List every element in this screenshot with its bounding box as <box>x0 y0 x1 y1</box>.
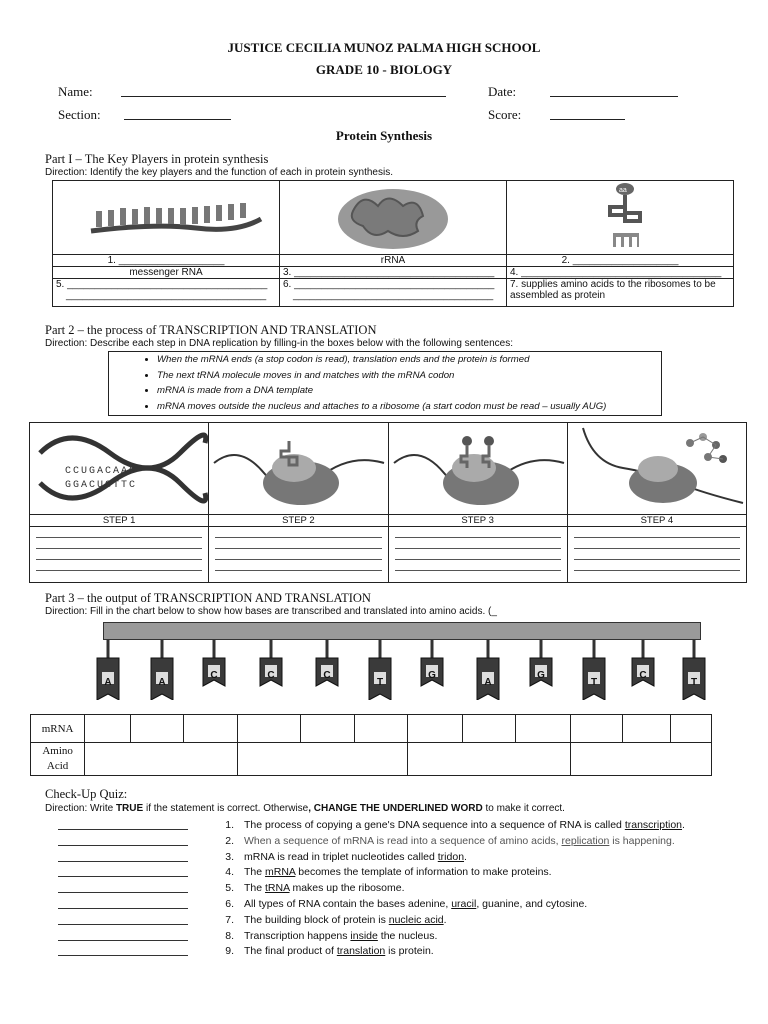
amino-acid-cell-2[interactable] <box>238 743 407 776</box>
quiz-item-number: 7. <box>225 913 234 926</box>
messenger-rna-cell: messenger RNA <box>53 267 280 279</box>
quiz-item-number: 8. <box>225 929 234 942</box>
sentence-bank <box>108 351 662 416</box>
quiz-item-number: 1. <box>225 819 234 831</box>
translation-step4-icon <box>568 423 746 509</box>
step1-label: STEP 1 <box>30 514 208 526</box>
key-player-1-cell[interactable]: 1. ___________________ <box>53 255 280 267</box>
quiz-item-number: 6. <box>225 898 234 910</box>
sentence-1: • When the mRNA ends (a stop codon is read), translation ends and the protein is formed <box>157 352 661 368</box>
quiz-answer-blank[interactable] <box>58 818 188 830</box>
quiz-answer-blank[interactable] <box>58 897 188 909</box>
quiz-item-number: 5. <box>225 882 234 895</box>
quiz-item-text: The tRNA makes up the ribosome. <box>244 882 405 895</box>
mrna-cell-6[interactable] <box>354 715 407 743</box>
dna-base-tag <box>94 662 122 704</box>
quiz-item-text: The mRNA becomes the template of information to make proteins. <box>244 866 552 879</box>
function-7-cell: 7. supplies amino acids to the ribosomes to be assembled as protein <box>507 279 734 307</box>
dna-base-tag <box>418 662 446 704</box>
step4-label: STEP 4 <box>568 514 746 526</box>
trna-aa-label: aa <box>619 187 627 194</box>
page-title: Protein Synthesis <box>335 128 433 143</box>
quiz-item-number: 9. <box>225 945 234 958</box>
dna-base-tag <box>148 662 176 704</box>
function-5-cell[interactable]: 5. ____________________________________ ____________________________________ <box>53 279 280 307</box>
quiz-item-text: All types of RNA contain the bases adenine, uracil, guanine, and cytosine. <box>244 898 588 910</box>
score-label: Score: <box>488 107 522 122</box>
mrna-cell-7[interactable] <box>407 715 462 743</box>
step2-label: STEP 2 <box>209 514 387 526</box>
step1-answer[interactable] <box>30 527 209 583</box>
quiz-answer-blank[interactable] <box>58 834 188 846</box>
part2-direction: Direction: Describe each step in DNA replication by filling-in the boxes below with the following sentences: <box>45 338 514 349</box>
dna-base-letter: A <box>484 677 492 688</box>
quiz-answer-blank[interactable] <box>58 944 188 956</box>
mrna-cell-8[interactable] <box>462 715 515 743</box>
quiz-direction: Direction: Write TRUE if the statement is correct. Otherwise, CHANGE THE UNDERLINED WORD to make it correct. <box>45 803 565 814</box>
mrna-cell-11[interactable] <box>623 715 670 743</box>
dna-base-letter: C <box>267 670 275 681</box>
dna-base-tag <box>313 662 341 704</box>
trna-icon <box>510 181 730 251</box>
quiz-item-number: 3. <box>225 850 234 863</box>
mrna-row-label: mRNA <box>31 715 85 743</box>
step4-cell <box>567 423 746 527</box>
part3-direction: Direction: Fill in the chart below to show how bases are transcribed and translated into amino acids. (_ <box>45 606 497 617</box>
step4-answer[interactable] <box>567 527 746 583</box>
function-3-cell[interactable]: 3. ____________________________________ <box>280 267 507 279</box>
quiz-underlined-word: mRNA <box>265 866 296 879</box>
quiz-item <box>58 834 675 849</box>
quiz-underlined-word: translation <box>336 945 386 958</box>
steps-table <box>29 422 747 583</box>
name-field[interactable] <box>121 96 446 97</box>
transcription-chart <box>30 714 712 776</box>
quiz-answer-blank[interactable] <box>58 881 188 893</box>
step3-label: STEP 3 <box>389 514 567 526</box>
dna-base-tag <box>257 662 285 704</box>
mrna-cell-1[interactable] <box>85 715 131 743</box>
ribosome-icon <box>283 181 503 251</box>
dna-helix-icon <box>30 423 208 509</box>
dna-base-letter: A <box>158 677 166 688</box>
quiz-item-text: The building block of protein is nucleic acid. <box>244 913 447 926</box>
step3-answer[interactable] <box>388 527 567 583</box>
translation-step3-icon <box>389 423 567 509</box>
quiz-item-text: mRNA is read in triplet nucleotides called tridon. <box>244 850 467 863</box>
function-6-cell[interactable]: 6. ____________________________________ ____________________________________ <box>280 279 507 307</box>
quiz-underlined-word: uracil <box>451 898 477 910</box>
step2-answer[interactable] <box>209 527 388 583</box>
school-name: JUSTICE CECILIA MUNOZ PALMA HIGH SCHOOL <box>227 40 541 55</box>
dna-base-tag <box>474 662 502 704</box>
mrna-cell-12[interactable] <box>670 715 712 743</box>
dna-base-letter: A <box>104 677 112 688</box>
step2-cell <box>209 423 388 527</box>
sentence-3: • mRNA is made from a DNA template <box>157 383 661 399</box>
part1-heading: Part I – The Key Players in protein synthesis <box>45 152 269 166</box>
dna-letters-bottom: GGACUGTTC <box>65 480 138 491</box>
quiz-answer-blank[interactable] <box>58 929 188 941</box>
quiz-answer-blank[interactable] <box>58 913 188 925</box>
date-field[interactable] <box>550 96 678 97</box>
quiz-item <box>58 818 685 833</box>
rrna-image-cell <box>280 181 507 255</box>
quiz-underlined-word: tRNA <box>265 882 290 895</box>
quiz-item-number: 2. <box>225 834 234 847</box>
trna-image-cell <box>507 181 734 255</box>
dna-base-tag <box>629 662 657 704</box>
dna-base-letter: C <box>210 670 218 681</box>
mrna-cell-3[interactable] <box>184 715 238 743</box>
dna-base-letter: C <box>323 670 331 681</box>
quiz-item <box>58 929 437 944</box>
dna-base-tag <box>366 662 394 704</box>
quiz-item-text: The final product of translation is protein. <box>244 945 434 958</box>
quiz-answer-blank[interactable] <box>58 865 188 877</box>
mrna-strand-icon <box>56 181 276 251</box>
sentence-2: • The next tRNA molecule moves in and matches with the mRNA codon <box>157 368 661 384</box>
quiz-item <box>58 897 587 912</box>
step1-cell <box>30 423 209 527</box>
quiz-heading: Check-Up Quiz: <box>45 787 128 801</box>
quiz-item <box>58 944 434 959</box>
mrna-cell-10[interactable] <box>571 715 623 743</box>
dna-base-letter: T <box>590 677 598 688</box>
quiz-item <box>58 913 447 928</box>
key-player-rrna-cell: rRNA <box>280 255 507 267</box>
amino-acid-cell-3[interactable] <box>407 743 571 776</box>
quiz-underlined-word: replication <box>561 834 610 847</box>
section-label: Section: <box>58 107 101 122</box>
amino-acid-row-label: Amino Acid <box>31 743 85 776</box>
quiz-item-text: When a sequence of mRNA is read into a sequence of amino acids, replication is happening. <box>244 834 675 847</box>
quiz-answer-blank[interactable] <box>58 850 188 862</box>
quiz-item-text: The process of copying a gene's DNA sequence into a sequence of RNA is called transcription. <box>244 819 685 831</box>
quiz-item <box>58 865 552 880</box>
dna-base-tag <box>680 662 708 704</box>
mrna-cell-2[interactable] <box>131 715 184 743</box>
quiz-underlined-word: inside <box>350 929 378 942</box>
key-players-table <box>52 180 734 307</box>
date-label: Date: <box>488 84 517 99</box>
dna-base-letter: G <box>428 670 436 681</box>
step3-cell <box>388 423 567 527</box>
key-player-2-cell[interactable]: 2. ___________________ <box>507 255 734 267</box>
quiz-underlined-word: transcription <box>624 819 683 831</box>
quiz-item-text: Transcription happens inside the nucleus. <box>244 929 438 942</box>
dna-base-tag <box>580 662 608 704</box>
mrna-cell-4[interactable] <box>238 715 301 743</box>
section-field[interactable] <box>124 119 231 120</box>
sentence-4: • mRNA moves outside the nucleus and attaches to a ribosome (a start codon must be read – usually AUG) <box>157 399 661 415</box>
mrna-cell-5[interactable] <box>300 715 354 743</box>
dna-base-letter: T <box>690 677 698 688</box>
grade-subject: GRADE 10 - BIOLOGY <box>315 62 453 77</box>
dna-backbone-bar <box>103 622 701 640</box>
score-field[interactable] <box>550 119 625 120</box>
quiz-item <box>58 881 405 896</box>
amino-acid-cell-1[interactable] <box>85 743 238 776</box>
dna-letters-top: CCUGACAAG <box>65 466 138 477</box>
dna-base-letter: C <box>639 670 647 681</box>
dna-base-letter: T <box>376 677 384 688</box>
part2-heading: Part 2 – the process of TRANSCRIPTION AND TRANSLATION <box>45 323 377 337</box>
name-label: Name: <box>58 84 93 99</box>
mrna-cell-9[interactable] <box>515 715 571 743</box>
function-4-cell[interactable]: 4. ____________________________________ <box>507 267 734 279</box>
dna-base-letter: G <box>537 670 545 681</box>
quiz-underlined-word: nucleic acid <box>388 913 444 926</box>
quiz-item <box>58 850 467 865</box>
mrna-image-cell <box>53 181 280 255</box>
part1-direction: Direction: Identify the key players and the function of each in protein synthesis. <box>45 167 393 178</box>
quiz-underlined-word: tridon <box>437 850 465 863</box>
quiz-item-number: 4. <box>225 866 234 879</box>
dna-base-tag <box>527 662 555 704</box>
amino-acid-cell-4[interactable] <box>571 743 712 776</box>
translation-step2-icon <box>209 423 387 509</box>
dna-base-tag <box>200 662 228 704</box>
part3-heading: Part 3 – the output of TRANSCRIPTION AND TRANSLATION <box>45 591 371 605</box>
